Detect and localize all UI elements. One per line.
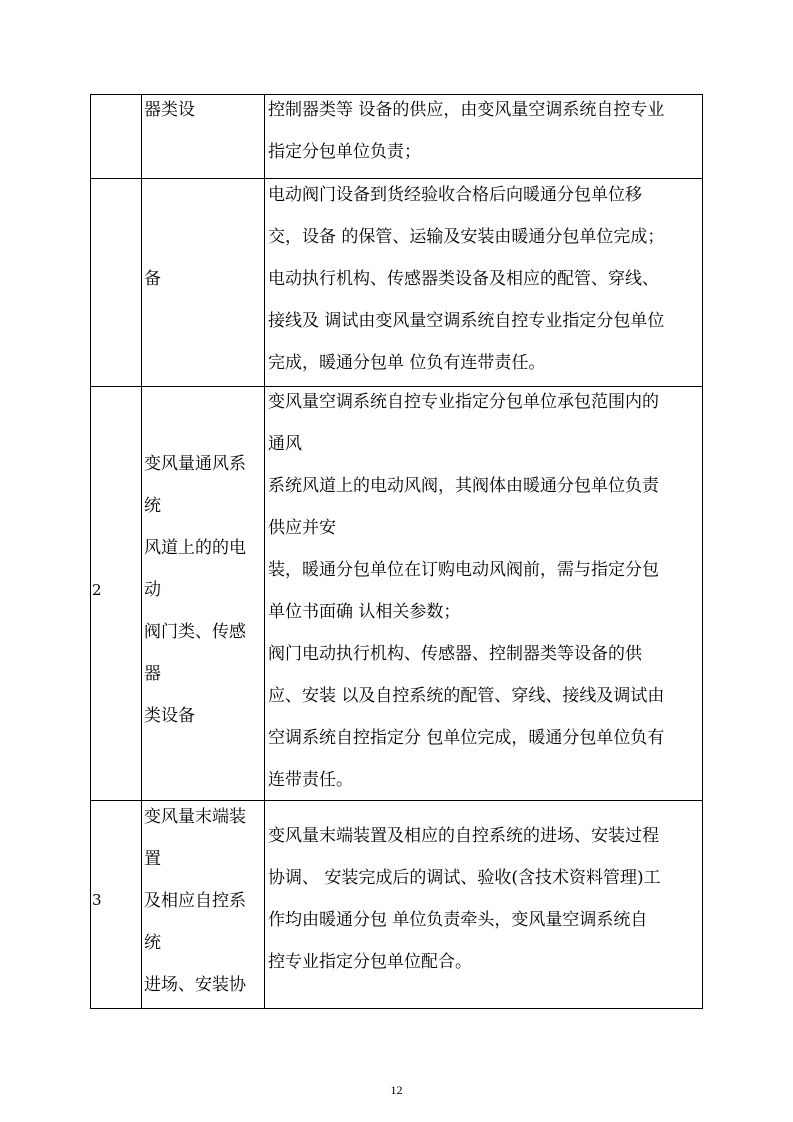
item-line: 变风量通风系 xyxy=(144,454,246,474)
column-divider xyxy=(141,94,142,1009)
content-line: 完成，暖通分包单 位负有连带责任。 xyxy=(268,353,546,373)
content-line: 单位书面确 认相关参数； xyxy=(268,602,461,622)
content-cell xyxy=(268,815,661,983)
content-line: 电动阀门设备到货经验收合格后向暖通分包单位移 xyxy=(268,185,642,205)
content-line: 系统风道上的电动风阀，其阀体由暖通分包单位负责 xyxy=(268,476,659,496)
item-cell xyxy=(144,258,161,300)
column-divider xyxy=(264,94,265,1009)
item-line: 备 xyxy=(144,269,161,289)
content-line: 作均由暖通分包 单位负责牵头，变风量空调系统自 xyxy=(268,910,648,930)
content-line: 控专业指定分包单位配合。 xyxy=(268,952,472,972)
content-line: 变风量空调系统自控专业指定分包单位承包范围内的 xyxy=(268,392,659,412)
content-cell xyxy=(268,381,664,801)
item-cell xyxy=(144,89,195,131)
content-line: 交，设备 的保管、运输及安装由暖通分包单位完成； xyxy=(268,227,665,247)
item-cell xyxy=(144,443,246,737)
content-line: 协调、 安装完成后的调试、验收(含技术资料管理)工 xyxy=(268,868,661,888)
content-line: 空调系统自控指定分 包单位完成，暖通分包单位负有 xyxy=(268,728,665,748)
content-line: 变风量末端装置及相应的自控系统的进场、安装过程 xyxy=(268,826,659,846)
item-line: 风道上的的电 xyxy=(144,538,246,558)
item-line: 类设备 xyxy=(144,706,195,726)
content-line: 供应并安 xyxy=(268,518,336,538)
content-line: 指定分包单位负责； xyxy=(268,142,421,162)
content-line: 控制器类等 设备的供应，由变风量空调系统自控专业 xyxy=(268,100,665,120)
content-line: 通风 xyxy=(268,434,302,454)
content-line: 应、安装 以及自控系统的配管、穿线、接线及调试由 xyxy=(268,686,665,706)
content-line: 连带责任。 xyxy=(268,770,353,790)
page-number: 12 xyxy=(390,1083,403,1097)
item-line: 器类设 xyxy=(144,100,195,120)
row-number: 3 xyxy=(92,891,102,909)
item-line: 统 xyxy=(144,933,161,953)
content-line: 装，暖通分包单位在订购电动风阀前，需与指定分包 xyxy=(268,560,659,580)
item-line: 进场、安装协 xyxy=(144,975,246,995)
content-line: 阀门电动执行机构、传感器、控制器类等设备的供 xyxy=(268,644,642,664)
column-divider xyxy=(90,94,91,1009)
content-cell xyxy=(268,174,664,384)
column-divider xyxy=(702,94,703,1009)
content-cell xyxy=(268,89,664,173)
row-divider xyxy=(90,1008,703,1009)
item-cell xyxy=(144,796,246,1006)
item-line: 及相应自控系 xyxy=(144,891,246,911)
item-line: 动 xyxy=(144,580,161,600)
row-number: 2 xyxy=(92,581,102,599)
content-line: 电动执行机构、传感器类设备及相应的配管、穿线、 xyxy=(268,269,659,289)
content-line: 接线及 调试由变风量空调系统自控专业指定分包单位 xyxy=(268,311,665,331)
item-line: 变风量末端装 xyxy=(144,807,246,827)
item-line: 置 xyxy=(144,849,161,869)
item-line: 阀门类、传感 xyxy=(144,622,246,642)
item-line: 器 xyxy=(144,664,161,684)
item-line: 统 xyxy=(144,496,161,516)
